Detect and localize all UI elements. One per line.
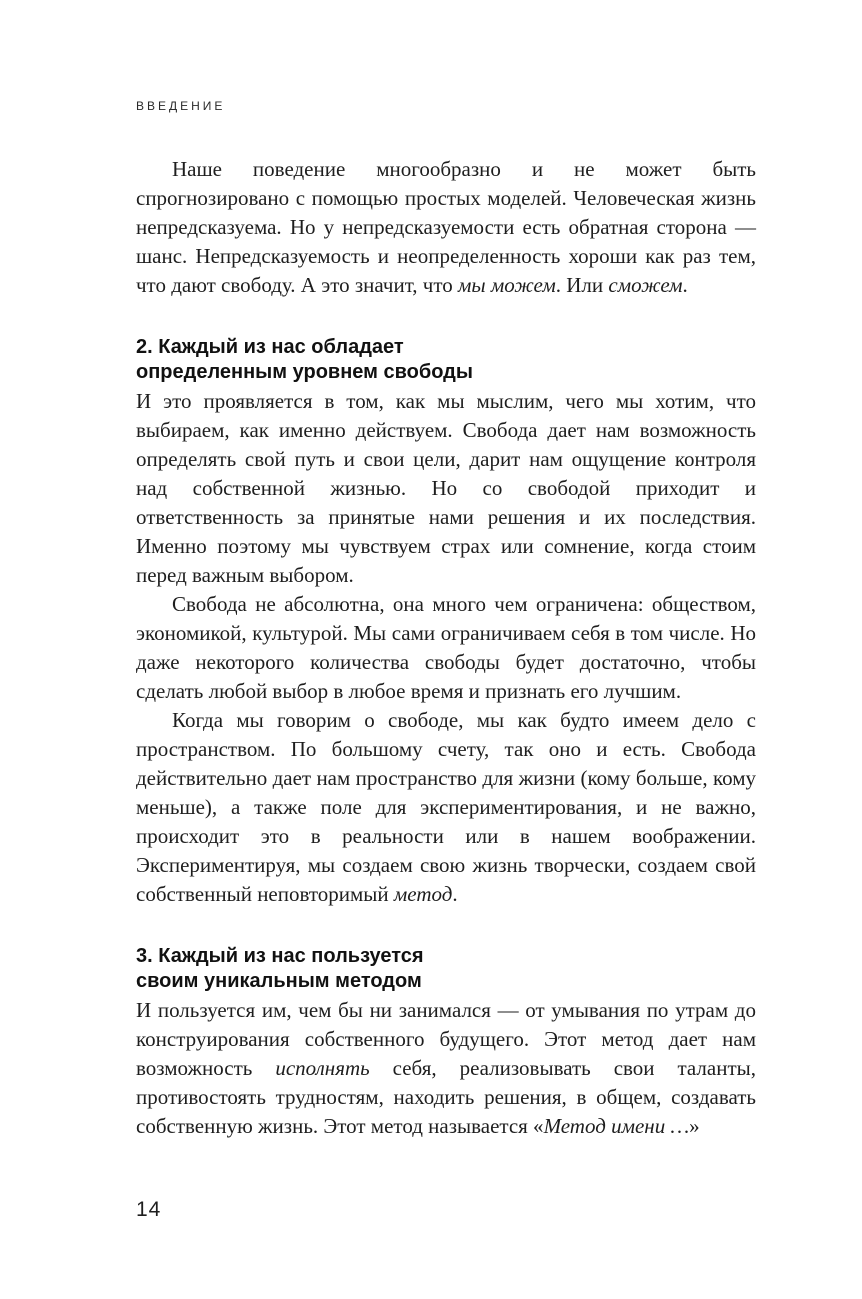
- section-3-text-2: себя, реализовывать свои таланты, противостоять трудностям, находить решения, в общем, создавать собственную жизнь. Этот метод называется «: [136, 1056, 756, 1138]
- section-3-text-3: »: [689, 1114, 700, 1138]
- intro-text-2: . Или: [555, 273, 609, 297]
- section-3-heading-line-2: своим уникальным методом: [136, 970, 422, 992]
- intro-text-1: Наше поведение многообразно и не может быть спрогнозировано с помощью простых моделей. Человеческая жизнь непредсказуема. Но у непредсказуемости есть обратная сторона — шанс. Непредсказуемость и неопределенность хороши как раз тем, что дают свободу. А это значит, что: [136, 157, 756, 297]
- book-page: [136, 0, 756, 1299]
- section-2-heading-line-1: 2. Каждый из нас обладает: [136, 336, 404, 358]
- section-2-paragraph-1: И это проявляется в том, как мы мыслим, чего мы хотим, что выбираем, как именно действуем. Свобода дает нам возможность определять свой путь и свои цели, дарит нам ощущение контроля над собственной жизнью. Но со свободой приходит и ответственность за принятые нами решения и их последствия. Именно поэтому мы чувствуем страх или сомнение, когда стоим перед важным выбором.: [136, 389, 756, 587]
- intro-paragraph: [136, 155, 756, 300]
- section-3-heading-line-1: 3. Каждый из нас пользуется: [136, 945, 424, 967]
- section-2-heading-line-2: определенным уровнем свободы: [136, 361, 473, 383]
- section-2-paragraph-2: Свобода не абсолютна, она много чем ограничена: обществом, экономикой, культурой. Мы сами ограничиваем себя в том числе. Но даже некоторого количества свободы будет достаточно, чтобы сделать любой выбор в любое время и признать его лучшим.: [136, 592, 756, 703]
- intro-italic-1: мы можем: [458, 273, 556, 297]
- intro-text-3: .: [682, 273, 688, 297]
- section-2-paragraph-3-text: Когда мы говорим о свободе, мы как будто имеем дело с пространством. По большому счету, так оно и есть. Свобода действительно дает нам пространство для жизни (кому больше, кому меньше), а также поле для экспериментирования, и не важно, происходит это в реальности или в нашем воображении. Экспериментируя, мы создаем свою жизнь творчески, создаем свой собственный неповторимый: [136, 708, 756, 906]
- section-2-paragraph-3: [136, 706, 756, 909]
- section-2-heading: [136, 335, 756, 385]
- intro-italic-2: сможем: [608, 273, 683, 297]
- section-2-paragraph-3-italic: метод: [393, 882, 453, 906]
- section-3-paragraph: [136, 996, 756, 1141]
- section-3-italic-1: исполнять: [275, 1056, 370, 1080]
- section-3-heading: [136, 944, 756, 994]
- running-head: ВВЕДЕНИЕ: [136, 99, 226, 113]
- section-3-italic-2: Метод имени …: [543, 1114, 690, 1138]
- page-number: 14: [136, 1198, 162, 1221]
- page-body: [136, 155, 756, 1141]
- section-2-paragraph-3-end: .: [452, 882, 458, 906]
- section-3-text-1: И пользуется им, чем бы ни занимался — от умывания по утрам до конструирования собственного будущего. Этот метод дает нам возможность: [136, 998, 756, 1080]
